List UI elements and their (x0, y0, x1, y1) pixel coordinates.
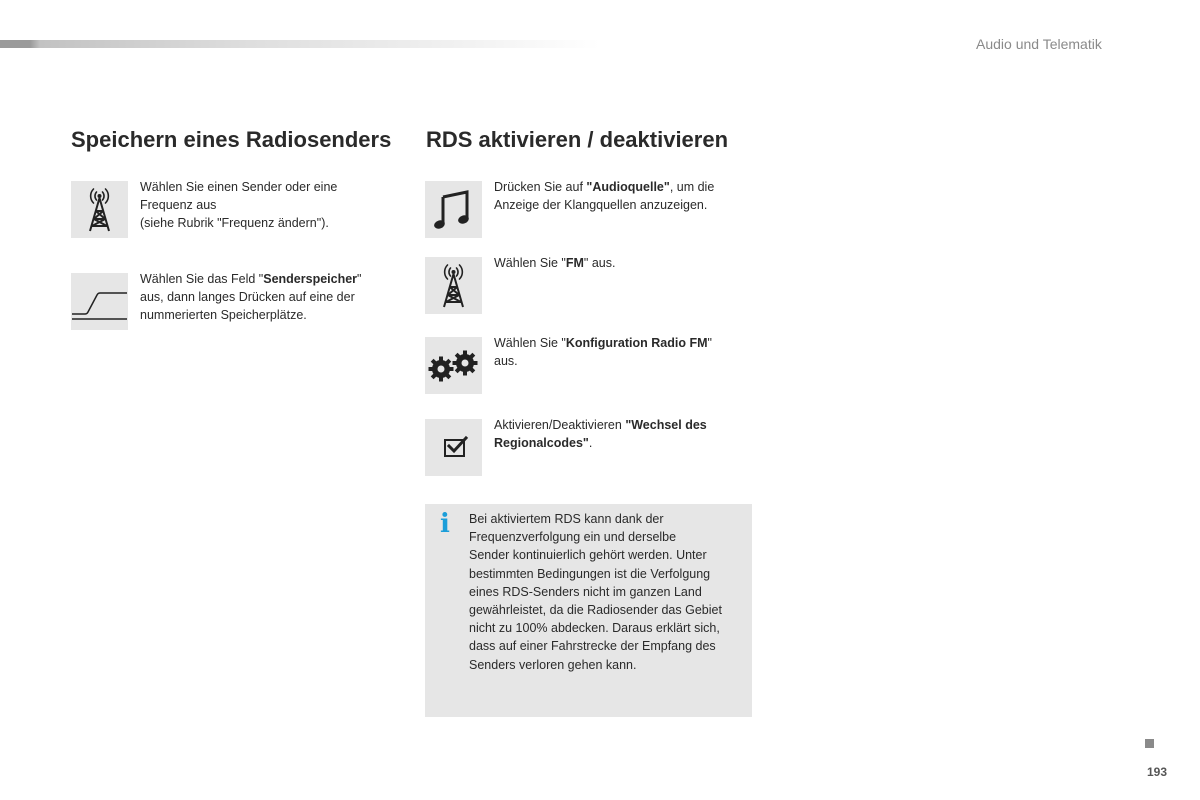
step-select-fm: Wählen Sie "FM" aus. (494, 256, 616, 270)
section-title-store-station: Speichern eines Radiosenders (71, 127, 392, 152)
gears-icon (425, 337, 482, 394)
chapter-title: Audio und Telematik (976, 36, 1102, 52)
music-note-icon (425, 181, 482, 238)
radio-tower-icon (425, 257, 482, 314)
checkbox-icon (425, 419, 482, 476)
step-audio-source: Drücken Sie auf "Audioquelle", um die Anzeige der Klangquellen anzuzeigen. (494, 180, 715, 212)
info-icon: i (440, 509, 450, 539)
page-number: 193 (1147, 765, 1168, 779)
preset-slot-icon (71, 273, 128, 330)
header-bar (0, 40, 600, 48)
step-regional-codes: Aktivieren/Deaktivieren "Wechsel des Regionalcodes". (494, 418, 707, 450)
step-preset-field: Wählen Sie das Feld "Senderspeicher" aus, dann langes Drücken auf eine der nummerierten Speicherplätze. (140, 272, 362, 322)
page-marker (1145, 739, 1154, 748)
section-title-rds: RDS aktivieren / deaktivieren (426, 127, 729, 152)
step-config-fm: Wählen Sie "Konfiguration Radio FM" aus. (494, 336, 712, 368)
info-text: Bei aktiviertem RDS kann dank der Frequenzverfolgung ein und derselbe Sender kontinuierlich gehört werden. Unter bestimmten Bedingungen ist die Verfolgung eines RDS-Senders nicht im ganzen Land gewährleistet, da die Radiosender das Gebiet nicht zu 100% abdecken. Daraus erklärt sich, dass auf einer Fahrstrecke der Empfang des Senders verloren gehen kann. (469, 512, 722, 672)
step-select-station: Wählen Sie einen Sender oder eine Frequenz aus (siehe Rubrik "Frequenz ändern"). (140, 180, 338, 230)
radio-tower-icon (71, 181, 128, 238)
